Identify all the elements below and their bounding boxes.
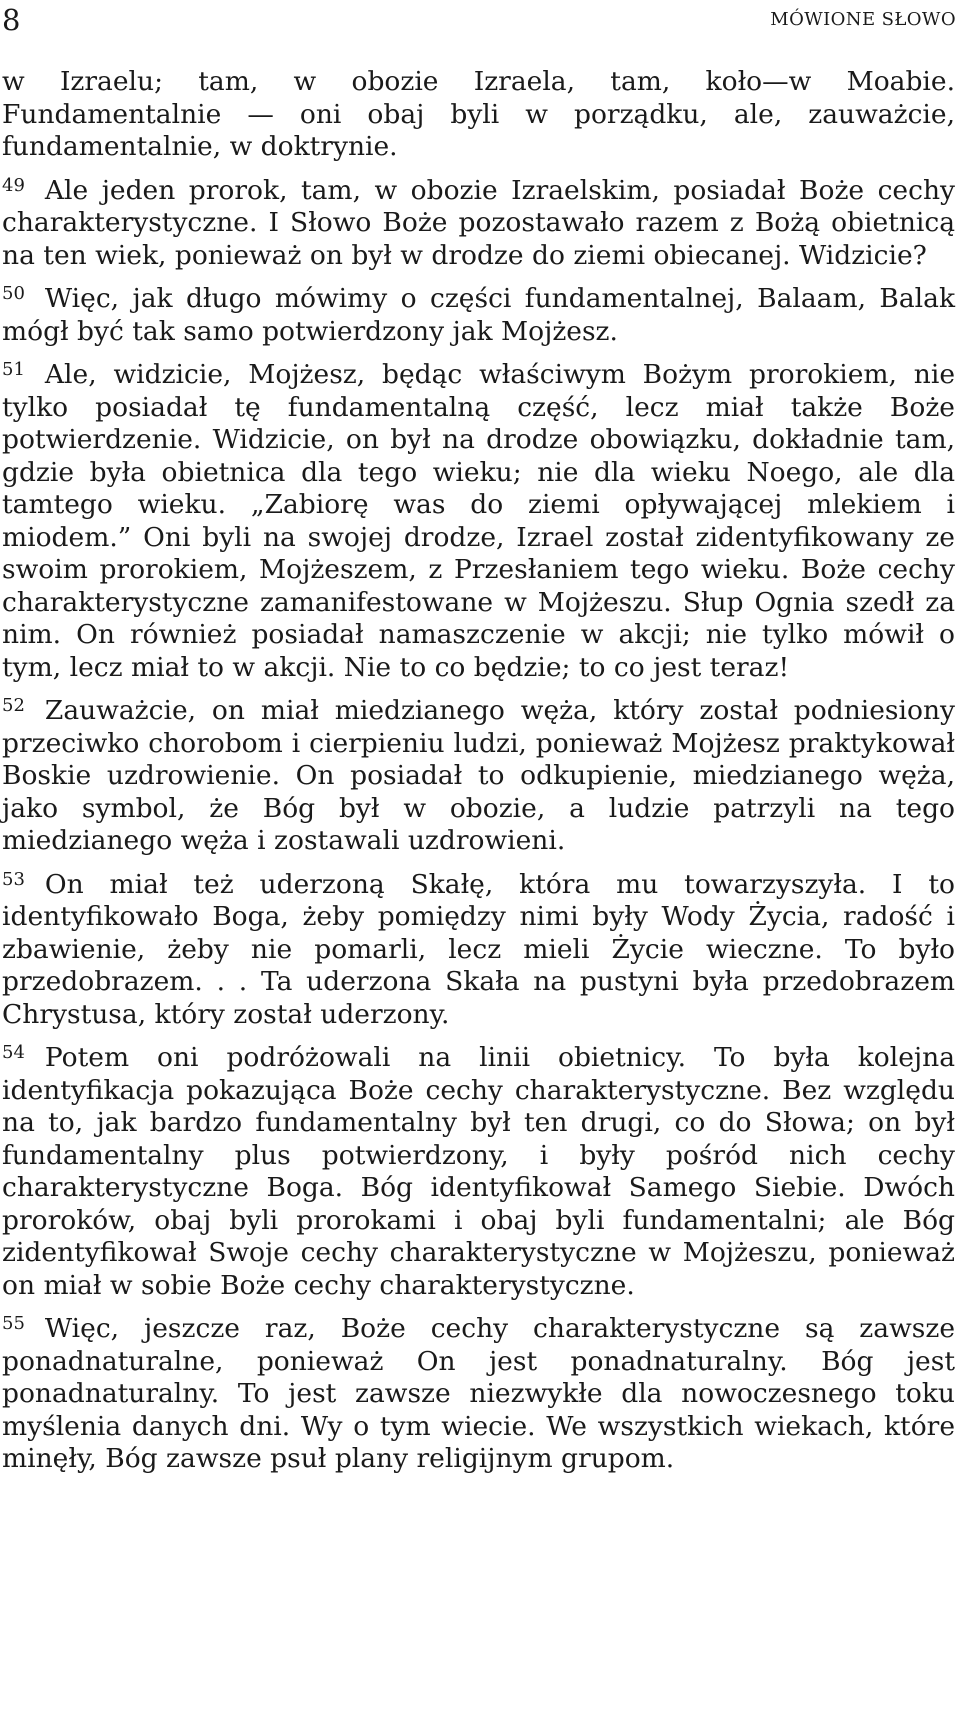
running-title: MÓWIONE SŁOWO (770, 9, 956, 30)
paragraph-55 (2, 1313, 955, 1476)
paragraph-51 (2, 359, 955, 684)
paragraph-50 (2, 283, 955, 348)
paragraph-text: Więc, jak długo mówimy o części fundamentalnej, Balaam, Balak mógł być tak samo potwierdzony jak Mojżesz. (2, 283, 955, 347)
paragraph-text: Więc, jeszcze raz, Boże cechy charakterystyczne są zawsze ponadnaturalne, ponieważ On jest ponadnaturalny. Bóg jest ponadnaturalny. To jest zawsze niezwykłe dla nowoczesnego toku myślenia danych dni. Wy o tym wiecie. We wszystkich wiekach, które minęły, Bóg zawsze psuł plany religijnym grupom. (2, 1313, 955, 1474)
paragraph-text: Ale, widzicie, Mojżesz, będąc właściwym Bożym prorokiem, nie tylko posiadał tę fundamentalną część, lecz miał także Boże potwierdzenie. Widzicie, on był na drodze obowiązku, dokładnie tam, gdzie była obietnica dla tego wieku; nie dla wieku Noego, ale dla tamtego wieku. „Zabiorę was do ziemi opływającej mlekiem i miodem.” Oni byli na swojej drodze, Izrael został zidentyfikowany ze swoim prorokiem, Mojżeszem, z Przesłaniem tego wieku. Boże cechy charakterystyczne zamanifestowane w Mojżeszu. Słup Ognia szedł za nim. On również posiadał namaszczenie w akcji; nie tylko mówił o tym, lecz miał to w akcji. Nie to co będzie; to co jest teraz! (2, 359, 955, 683)
paragraph-number: 55 (2, 1313, 25, 1334)
paragraph-continuation (2, 66, 955, 164)
paragraph-number: 49 (2, 174, 25, 196)
paragraph-text: w Izraelu; tam, w obozie Izraela, tam, koło—w Moabie. Fundamentalnie — oni obaj byli w porządku, ale, zauważcie, fundamentalnie, w doktrynie. (2, 66, 955, 162)
paragraph-text: Potem oni podróżowali na linii obietnicy. To była kolejna identyfikacja pokazująca Boże cechy charakterystyczne. Bez względu na to, jak bardzo fundamentalny był ten drugi, co do Słowa; on był fundamentalny plus potwierdzony, i były pośród nich cechy charakterystyczne Boga. Bóg identyfikował Samego Siebie. Dwóch proroków, obaj byli prorokami i obaj byli fundamentalni; ale Bóg zidentyfikował Swoje cechy charakterystyczne w Mojżeszu, ponieważ on miał w sobie Boże cechy charakterystyczne. (2, 1042, 955, 1301)
paragraph-number: 52 (2, 695, 25, 716)
paragraph-49 (2, 175, 955, 273)
paragraph-number: 50 (2, 283, 25, 304)
paragraph-53 (2, 869, 955, 1032)
paragraph-number: 54 (2, 1042, 25, 1063)
paragraph-54 (2, 1042, 955, 1302)
paragraph-text: On miał też uderzoną Skałę, która mu towarzyszyła. I to identyfikowało Boga, żeby pomiędzy nimi były Wody Życia, radość i zbawienie, żeby nie pomarli, lecz mieli Życie wieczne. To było przedobrazem. . . Ta uderzona Skała na pustyni była przedobrazem Chrystusa, który został uderzony. (2, 868, 955, 1030)
page-number: 8 (2, 3, 21, 37)
paragraph-52 (2, 695, 955, 858)
paragraph-text: Zauważcie, on miał miedzianego węża, który został podniesiony przeciwko chorobom i cierpieniu ludzi, ponieważ Mojżesz praktykował Boskie uzdrowienie. On posiadał to odkupienie, miedzianego węża, jako symbol, że Bóg był w obozie, a ludzie patrzyli na tego miedzianego węża i zostawali uzdrowieni. (2, 695, 955, 856)
paragraph-number: 53 (2, 868, 25, 890)
page-header (0, 0, 960, 40)
paragraph-number: 51 (2, 359, 25, 380)
paragraph-text: Ale jeden prorok, tam, w obozie Izraelskim, posiadał Boże cechy charakterystyczne. I Słowo Boże pozostawało razem z Bożą obietnicą na ten wiek, ponieważ on był w drodze do ziemi obiecanej. Widzicie? (2, 174, 955, 271)
text-body (2, 66, 955, 1487)
